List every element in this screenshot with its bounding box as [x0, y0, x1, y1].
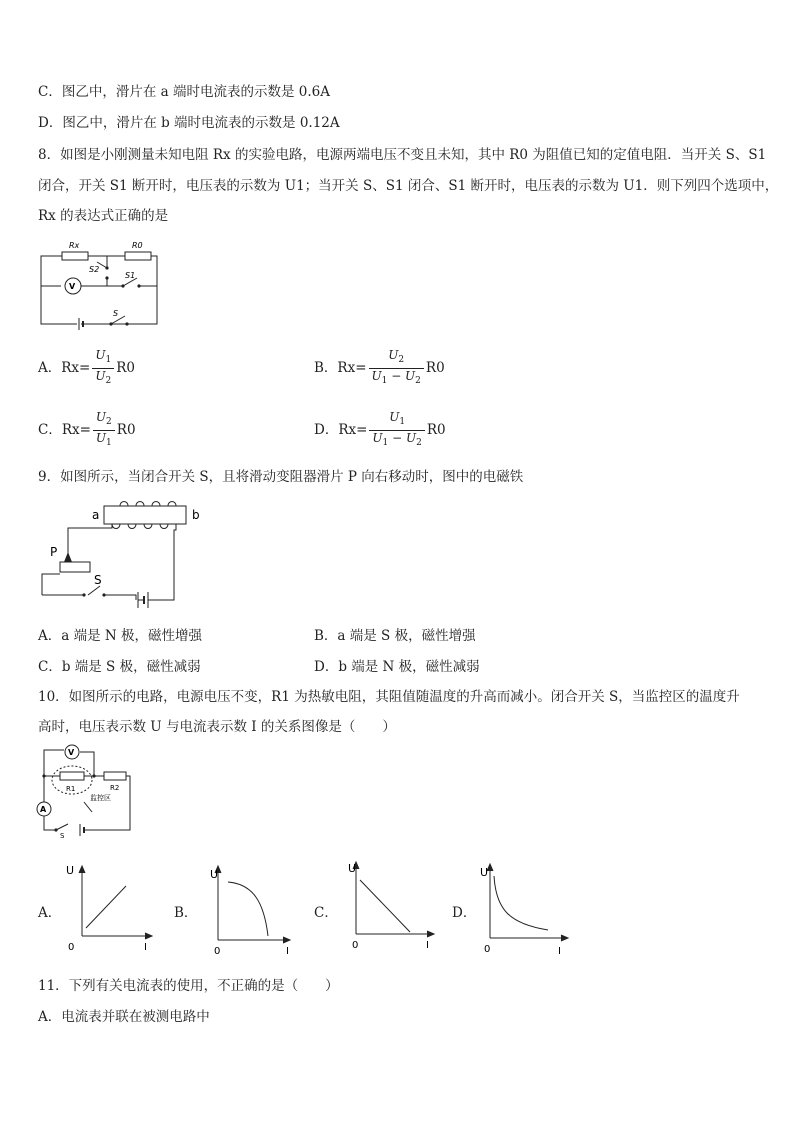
q9-option-a: A．a 端是 N 极，磁性增强: [38, 628, 202, 644]
q10-graph-c-label: C．: [314, 905, 338, 921]
q11-stem: 11．下列有关电流表的使用，不正确的是（ ）: [38, 978, 339, 994]
q9-electromagnet-circuit: [40, 500, 210, 610]
q10-graph-d-y: U: [480, 866, 489, 879]
q9-fig-label-b: b: [192, 508, 200, 522]
q10-graph-d-origin: 0: [484, 944, 491, 955]
q10-stem-line1: 10．如图所示的电路，电源电压不变，R1 为热敏电阻，其阻值随温度的升高而减小。闭合开关 S，当监控区的温度升: [38, 689, 740, 705]
q9-stem: 9．如图所示，当闭合开关 S，且将滑动变阻器滑片 P 向右移动时，图中的电磁铁: [38, 469, 524, 485]
q10-graph-a-x: I: [144, 942, 147, 953]
q10-thermistor-circuit: [36, 742, 136, 840]
q9-fig-label-a: a: [92, 508, 100, 522]
q11-option-a: A．电流表并联在被测电路中: [38, 1009, 210, 1025]
q10-graph-c-x: I: [426, 940, 429, 951]
q9-option-d: D．b 端是 N 极，磁性减弱: [314, 659, 480, 675]
q9-option-c: C．b 端是 S 极，磁性减弱: [38, 659, 201, 675]
q10-graph-b-label: B．: [174, 905, 198, 921]
q10-graph-a: [62, 862, 157, 957]
q10-fig-switch: S: [60, 832, 65, 840]
q10-graph-d: [474, 860, 569, 955]
q10-graph-b-origin: 0: [214, 946, 221, 957]
q10-fig-r1: R1: [66, 785, 76, 793]
q8-fig-s1: S1: [125, 271, 136, 280]
q8-option-b: B．Rx= $\frac{U_2}{U_1 - U_2}$ R0: [314, 348, 445, 386]
q10-graph-a-y: U: [66, 864, 75, 877]
q10-graph-b: [198, 862, 293, 957]
q10-fig-r2: R2: [110, 784, 120, 792]
q10-fig-voltmeter: V: [68, 748, 75, 757]
q8-fig-rx: Rx: [69, 241, 80, 250]
q7-option-c: C．图乙中，滑片在 a 端时电流表的示数是 0.6A: [38, 84, 330, 100]
q10-graph-c-origin: 0: [352, 940, 359, 951]
q7-option-d: D．图乙中，滑片在 b 端时电流表的示数是 0.12A: [38, 115, 340, 131]
q10-graph-c-y: U: [348, 862, 357, 875]
q10-graph-a-label: A．: [38, 905, 62, 921]
q8-fig-s2: S2: [89, 265, 100, 274]
q8-fig-s: S: [113, 309, 119, 318]
q10-fig-ammeter: A: [40, 805, 47, 814]
q8-option-d: D．Rx= $\frac{U_1}{U_1 - U_2}$ R0: [314, 410, 446, 448]
q10-graph-d-x: I: [558, 946, 561, 957]
q9-option-b: B．a 端是 S 极，磁性增强: [314, 628, 476, 644]
q8-fig-r0: R0: [132, 241, 143, 250]
q10-fig-monitor-zone: 监控区: [90, 794, 111, 802]
q10-graph-d-label: D．: [452, 905, 477, 921]
q10-stem-line2: 高时，电压表示数 U 与电流表示数 I 的关系图像是（ ）: [38, 719, 396, 735]
q9-fig-label-s: S: [94, 573, 102, 587]
q10-graph-a-origin: 0: [68, 942, 75, 953]
q8-stem-line1: 8．如图是小刚测量未知电阻 Rx 的实验电路，电源两端电压不变且未知，其中 R0 为阻值已知的定值电阻．当开关 S、S1: [38, 147, 767, 163]
q10-graph-b-y: U: [210, 868, 219, 881]
q9-fig-label-p: P: [50, 545, 58, 559]
q8-fig-voltmeter: V: [69, 282, 76, 291]
q8-option-a: A．Rx= $\frac{U_1}{U_2}$ R0: [38, 348, 135, 386]
q8-stem-line3: Rx 的表达式正确的是: [38, 208, 169, 224]
q10-graph-c: [338, 858, 433, 953]
q10-graph-b-x: I: [286, 946, 289, 957]
q8-circuit-diagram: [37, 238, 162, 330]
q8-option-c: C．Rx= $\frac{U_2}{U_1}$ R0: [38, 410, 136, 448]
q8-stem-line2: 闭合，开关 S1 断开时，电压表的示数为 U1；当开关 S、S1 闭合、S1 断开时，电压表的示数为 U1．则下列四个选项中，: [38, 178, 779, 194]
